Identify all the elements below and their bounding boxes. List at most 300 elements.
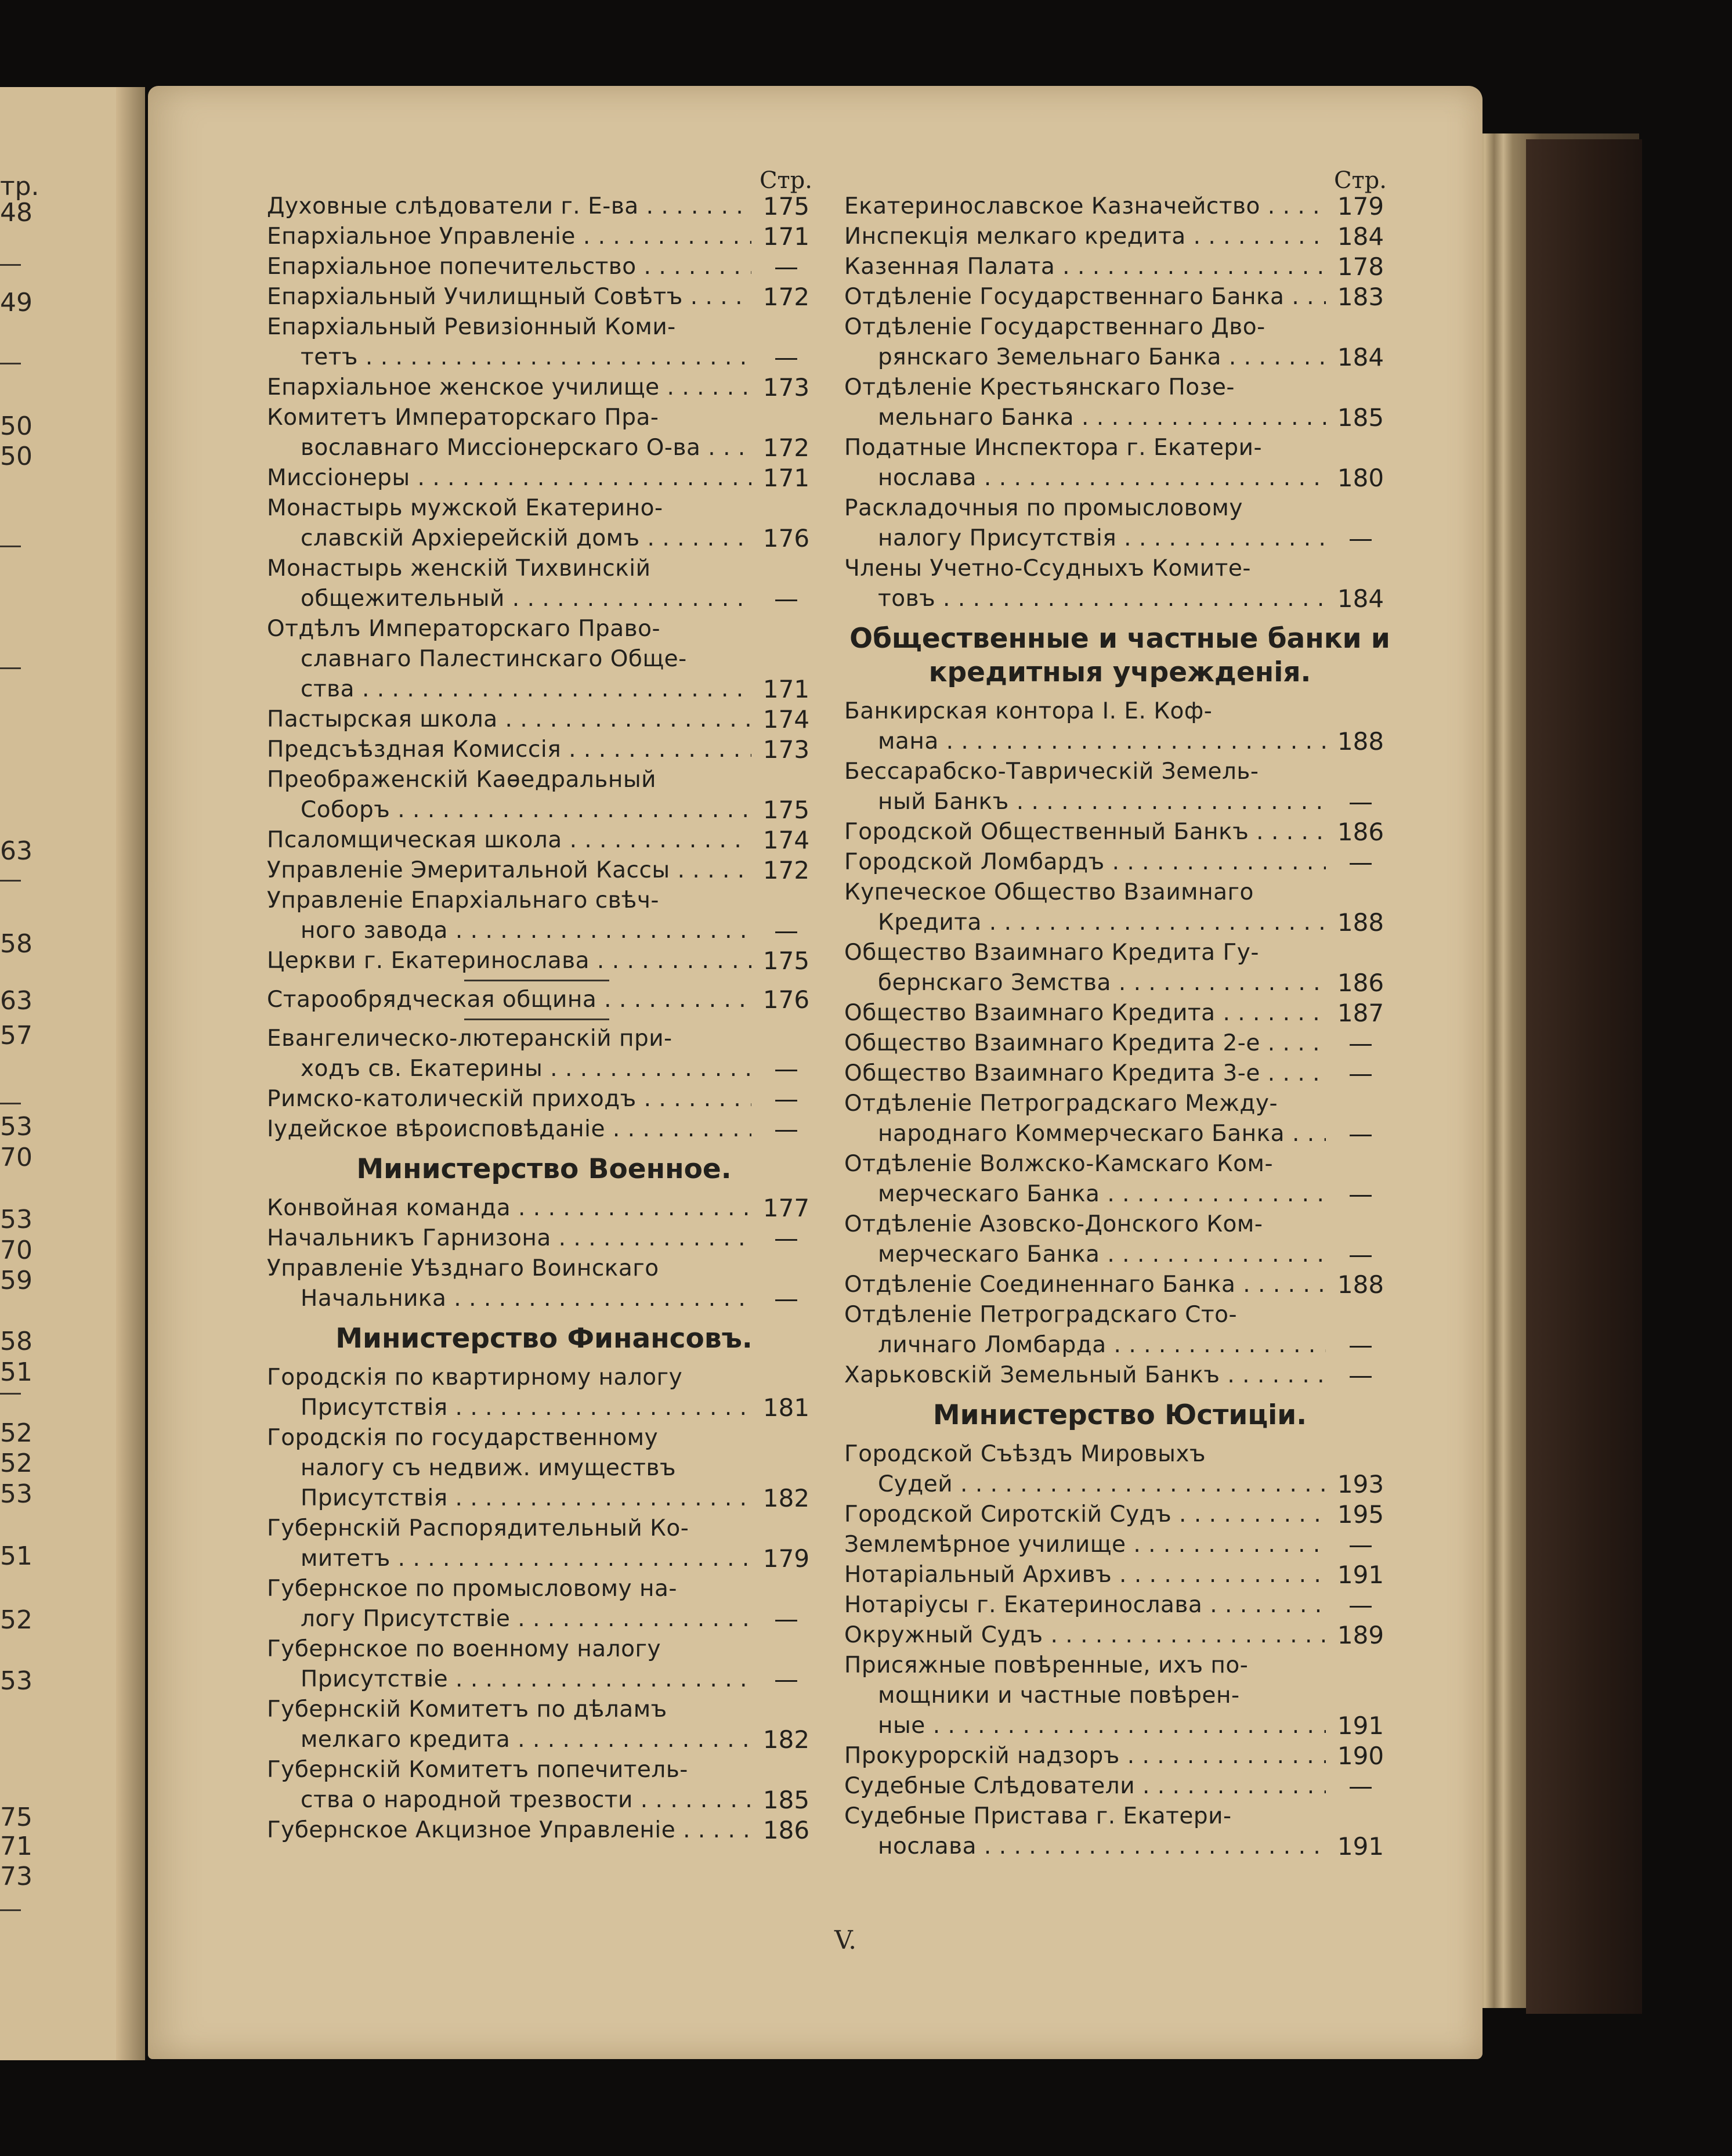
entry-line: нослава . . . xyxy=(844,463,1326,493)
entry-name xyxy=(267,1634,751,1695)
entry-line: Управленіе Уѣзднаго Воинскаго xyxy=(267,1255,659,1281)
left-page-number: 57 xyxy=(0,1021,32,1050)
column-header xyxy=(844,162,1395,192)
entry-line: Городской Сиротскій Судъ . . . xyxy=(844,1500,1326,1530)
entry-name xyxy=(844,1620,1326,1651)
index-entry xyxy=(267,886,821,946)
section-heading: Общественные и частные банки и кредитныя учрежденія. xyxy=(849,623,1390,688)
index-entry xyxy=(267,825,821,855)
left-page-number: 51 xyxy=(0,1541,32,1571)
entry-line: ства о народной трезвости . . . xyxy=(267,1785,751,1815)
entry-line: Общество Взаимнаго Кредита . . . xyxy=(844,998,1326,1028)
entry-name xyxy=(267,886,751,946)
entry-line: Миссіонеры . . . xyxy=(267,463,751,493)
left-page-number: 49 xyxy=(0,288,32,317)
entry-name xyxy=(844,1360,1326,1391)
left-page-dash xyxy=(0,1103,21,1104)
entry-page-number: — xyxy=(774,1605,798,1633)
entry-line: Губернскій Комитетъ попечитель- xyxy=(267,1757,688,1783)
index-entry xyxy=(844,696,1395,757)
entry-page-number: — xyxy=(1348,1029,1373,1057)
entry-line: Присутствія . . . xyxy=(267,1393,751,1423)
entry-line: Кредита . . . xyxy=(844,908,1326,938)
entry-line: ного завода . . . xyxy=(267,916,751,946)
entry-line: Отдѣленіе Волжско-Камскаго Ком- xyxy=(844,1151,1274,1177)
index-entry xyxy=(844,1801,1395,1862)
entry-line: Начальникъ Гарнизона . . . xyxy=(267,1223,751,1254)
index-entry xyxy=(844,373,1395,433)
entry-page-number: — xyxy=(1348,1119,1373,1148)
entry-line: Раскладочныя по промысловому xyxy=(844,495,1243,521)
left-page-gutter xyxy=(116,87,145,2060)
index-entry xyxy=(267,1084,821,1114)
index-entry xyxy=(844,757,1395,817)
entry-page-number: — xyxy=(1348,524,1373,552)
entry-name xyxy=(844,1089,1326,1149)
entry-page-number: 182 xyxy=(762,1484,810,1512)
entry-line: Нотаріусы г. Екатеринослава . . . xyxy=(844,1590,1326,1620)
entry-name xyxy=(844,1771,1326,1801)
entry-name xyxy=(267,735,751,765)
entry-name xyxy=(267,192,751,222)
entry-line: Землемѣрное училище . . . xyxy=(844,1530,1326,1560)
entry-line: Епархіальный Училищный Совѣтъ . . . xyxy=(267,282,751,312)
entry-page-number: 172 xyxy=(762,856,810,884)
entry-name xyxy=(844,252,1326,282)
entry-name xyxy=(844,554,1326,614)
entry-line: Епархіальное Управленіе . . . xyxy=(267,222,751,252)
entry-page-number: — xyxy=(1348,1331,1373,1359)
left-page-number: 58 xyxy=(0,929,32,959)
entry-name xyxy=(267,282,751,312)
entry-name xyxy=(844,696,1326,757)
entry-name xyxy=(844,1439,1326,1500)
left-page-number: 75 xyxy=(0,1803,32,1832)
entry-page-number: 186 xyxy=(1337,969,1384,997)
entry-line: Нотаріальный Архивъ . . . xyxy=(844,1560,1326,1590)
index-entry xyxy=(844,1360,1395,1391)
entry-line: Судебные Слѣдователи . . . xyxy=(844,1771,1326,1801)
entry-name xyxy=(267,1695,751,1755)
entry-name xyxy=(844,757,1326,817)
index-entry xyxy=(267,222,821,252)
entry-name xyxy=(267,985,751,1015)
entry-name xyxy=(267,946,751,976)
book-cover xyxy=(1526,139,1642,2014)
index-entry xyxy=(267,855,821,886)
entry-line: Отдѣленіе Соединеннаго Банка . . . xyxy=(844,1270,1326,1300)
entry-page-number: 172 xyxy=(762,283,810,311)
entry-line: Преображенскій Каѳедральный xyxy=(267,767,656,793)
index-entry xyxy=(267,614,821,705)
index-entry xyxy=(844,222,1395,252)
entry-name xyxy=(844,1560,1326,1590)
entry-page-number: 175 xyxy=(762,796,810,824)
index-entry xyxy=(267,1634,821,1695)
entry-line: Купеческое Общество Взаимнаго xyxy=(844,879,1254,905)
entry-name xyxy=(844,282,1326,312)
entry-page-number: 185 xyxy=(1337,403,1384,432)
entry-line: мельнаго Банка . . . xyxy=(844,403,1326,433)
left-page-number: 53 xyxy=(0,1666,32,1696)
index-entry xyxy=(844,282,1395,312)
entry-line: Податные Инспектора г. Екатери- xyxy=(844,435,1263,461)
entry-name xyxy=(267,222,751,252)
section-divider xyxy=(464,1019,609,1020)
entry-line: Управленіе Епархіальнаго свѣч- xyxy=(267,887,659,913)
left-page-dash xyxy=(0,1393,21,1395)
entry-line: Монастырь женскій Тихвинскій xyxy=(267,555,651,582)
entry-line: Екатеринославское Казначейство . . . xyxy=(844,192,1326,222)
index-entry xyxy=(844,433,1395,493)
entry-line: Городскія по квартирному налогу xyxy=(267,1364,683,1391)
index-entry xyxy=(267,705,821,735)
entry-line: Городскія по государственному xyxy=(267,1425,659,1451)
right-column-entries xyxy=(844,192,1395,1862)
index-entry xyxy=(267,1514,821,1574)
entry-name xyxy=(844,938,1326,998)
index-entry xyxy=(844,1089,1395,1149)
entry-page-number: 177 xyxy=(762,1194,810,1222)
entry-line: Духовные слѣдователи г. Е-ва . . . xyxy=(267,192,751,222)
entry-page-number: — xyxy=(1348,1059,1373,1088)
entry-page-number: 182 xyxy=(762,1725,810,1754)
entry-line: вославнаго Миссіонерскаго О-ва . . . xyxy=(267,433,751,463)
left-page-number: 59 xyxy=(0,1266,32,1295)
entry-name xyxy=(844,1651,1326,1741)
entry-name xyxy=(844,1028,1326,1059)
entry-line: Евангелическо-лютеранскій при- xyxy=(267,1025,672,1052)
left-page-number: 51 xyxy=(0,1357,32,1387)
entry-page-number: 191 xyxy=(1337,1711,1384,1740)
entry-line: ходъ св. Екатерины . . . xyxy=(267,1054,751,1084)
index-entry xyxy=(844,847,1395,877)
index-entry xyxy=(267,403,821,463)
entry-line: ства . . . xyxy=(267,674,751,705)
entry-line: тетъ . . . xyxy=(267,342,751,373)
entry-line: налогу съ недвиж. имуществъ xyxy=(301,1455,677,1481)
index-entry xyxy=(844,1771,1395,1801)
entry-page-number: 175 xyxy=(762,192,810,221)
left-page-number: тр. xyxy=(0,172,39,201)
left-page-number: 53 xyxy=(0,1112,32,1142)
entry-page-number: 173 xyxy=(762,373,810,402)
entry-line: ный Банкъ . . . xyxy=(844,787,1326,817)
left-page-number: 70 xyxy=(0,1236,32,1265)
entry-line: личнаго Ломбарда . . . xyxy=(844,1330,1326,1360)
entry-page-number: 188 xyxy=(1337,727,1384,756)
entry-line: Начальника . . . xyxy=(267,1284,751,1314)
index-entry xyxy=(844,554,1395,614)
index-entry xyxy=(267,765,821,825)
entry-page-number: — xyxy=(774,1054,798,1083)
index-entry xyxy=(267,1815,821,1846)
entry-line: Предсъѣздная Комиссія . . . xyxy=(267,735,751,765)
index-entry xyxy=(267,282,821,312)
page-folio: V. xyxy=(834,1926,857,1955)
entry-line: Епархіальное женское училище . . . xyxy=(267,373,751,403)
left-column-entries xyxy=(267,192,821,1846)
entry-page-number: — xyxy=(774,1284,798,1313)
entry-name xyxy=(844,373,1326,433)
entry-line: Общество Взаимнаго Кредита 3-е . . . xyxy=(844,1059,1326,1089)
index-entry xyxy=(844,1620,1395,1651)
left-page-number: 73 xyxy=(0,1862,32,1891)
entry-line: славскій Архіерейскій домъ . . . xyxy=(267,523,751,554)
entry-line: Псаломщическая школа . . . xyxy=(267,825,751,855)
entry-line: Отдѣлъ Императорскаго Право- xyxy=(267,616,661,642)
entry-name xyxy=(267,463,751,493)
entry-page-number: 173 xyxy=(762,735,810,764)
entry-page-number: 189 xyxy=(1337,1621,1384,1649)
entry-line: Члены Учетно-Ссудныхъ Комите- xyxy=(844,555,1251,582)
entry-name xyxy=(267,252,751,282)
index-entry xyxy=(267,463,821,493)
entry-line: мерческаго Банка . . . xyxy=(844,1240,1326,1270)
entry-page-number: 175 xyxy=(762,947,810,975)
entry-name xyxy=(267,1514,751,1574)
entry-name xyxy=(267,1254,751,1314)
entry-line: нослава . . . xyxy=(844,1832,1326,1862)
entry-page-number: — xyxy=(774,1665,798,1693)
entry-name xyxy=(267,1024,751,1084)
entry-page-number: 191 xyxy=(1337,1832,1384,1861)
index-entry xyxy=(267,1363,821,1423)
entry-page-number: 186 xyxy=(1337,818,1384,846)
left-page-number: 53 xyxy=(0,1205,32,1234)
entry-line: митетъ . . . xyxy=(267,1544,751,1574)
entry-line: Прокурорскій надзоръ . . . xyxy=(844,1741,1326,1771)
entry-line: Римско-католическій приходъ . . . xyxy=(267,1084,751,1114)
index-entry xyxy=(844,312,1395,373)
entry-line: Отдѣленіе Петроградскаго Сто- xyxy=(844,1302,1238,1328)
entry-page-number: 181 xyxy=(762,1393,810,1422)
entry-name xyxy=(267,614,751,705)
entry-page-number: 195 xyxy=(1337,1500,1384,1529)
entry-line: Конвойная команда . . . xyxy=(267,1193,751,1223)
entry-name xyxy=(267,1755,751,1815)
entry-name xyxy=(844,222,1326,252)
entry-line: мана . . . xyxy=(844,727,1326,757)
entry-page-number: 171 xyxy=(762,222,810,251)
index-entry xyxy=(844,252,1395,282)
entry-page-number: — xyxy=(1348,1240,1373,1269)
entry-page-number: 172 xyxy=(762,434,810,462)
entry-line: Бессарабско-Таврическій Земель- xyxy=(844,759,1259,785)
left-page-dash xyxy=(0,264,21,266)
entry-page-number: — xyxy=(774,916,798,945)
entry-line: ные . . . xyxy=(844,1711,1326,1741)
entry-page-number: — xyxy=(1348,1530,1373,1559)
entry-line: Судебные Пристава г. Екатери- xyxy=(844,1803,1232,1829)
left-page-dash xyxy=(0,667,21,669)
entry-page-number: 188 xyxy=(1337,908,1384,937)
index-entry xyxy=(267,312,821,373)
entry-name xyxy=(844,1149,1326,1209)
index-entry xyxy=(844,1651,1395,1741)
left-page-number: 48 xyxy=(0,198,32,227)
entry-line: мерческаго Банка . . . xyxy=(844,1179,1326,1209)
entry-name xyxy=(267,493,751,554)
entry-line: Церкви г. Екатеринослава . . . xyxy=(267,946,751,976)
page-column-label: Стр. xyxy=(1333,167,1387,194)
entry-page-number: 174 xyxy=(762,705,810,734)
index-entry xyxy=(267,192,821,222)
right-column xyxy=(844,162,1395,1862)
entry-name xyxy=(267,1223,751,1254)
section-heading: Министерство Финансовъ. xyxy=(335,1323,753,1355)
index-entry xyxy=(267,1574,821,1634)
index-entry xyxy=(267,1193,821,1223)
entry-line: Комитетъ Императорскаго Пра- xyxy=(267,405,659,431)
index-entry xyxy=(267,985,821,1015)
entry-name xyxy=(844,1530,1326,1560)
entry-name xyxy=(844,1801,1326,1862)
entry-name xyxy=(844,1209,1326,1270)
page-column-label: Стр. xyxy=(759,167,812,194)
entry-line: Окружный Судъ . . . xyxy=(844,1620,1326,1651)
entry-line: Пастырская школа . . . xyxy=(267,705,751,735)
entry-line: Отдѣленіе Государственнаго Банка . . . xyxy=(844,282,1326,312)
entry-page-number: 184 xyxy=(1337,222,1384,251)
entry-line: рянскаго Земельнаго Банка . . . xyxy=(844,342,1326,373)
entry-name xyxy=(267,825,751,855)
entry-name xyxy=(844,1500,1326,1530)
entry-name xyxy=(844,192,1326,222)
entry-page-number: — xyxy=(774,343,798,371)
index-entry xyxy=(844,1560,1395,1590)
entry-page-number: 193 xyxy=(1337,1470,1384,1498)
entry-page-number: 176 xyxy=(762,985,810,1014)
entry-line: Епархіальный Ревизіонный Коми- xyxy=(267,314,676,340)
entry-line: Соборъ . . . xyxy=(267,795,751,825)
entry-name xyxy=(844,493,1326,554)
left-page-number: 63 xyxy=(0,986,32,1016)
column-header xyxy=(267,162,821,192)
index-entry xyxy=(844,1270,1395,1300)
index-entry xyxy=(844,1530,1395,1560)
index-entry xyxy=(844,1439,1395,1500)
left-page-number: 71 xyxy=(0,1832,32,1861)
entry-line: Присутствія . . . xyxy=(267,1483,751,1514)
entry-name xyxy=(267,855,751,886)
index-entry xyxy=(267,946,821,976)
entry-line: Инспекція мелкаго кредита . . . xyxy=(844,222,1326,252)
entry-page-number: — xyxy=(774,584,798,613)
index-entry xyxy=(267,1423,821,1514)
entry-name xyxy=(844,817,1326,847)
entry-page-number: — xyxy=(774,1115,798,1143)
entry-name xyxy=(844,433,1326,493)
entry-page-number: 174 xyxy=(762,826,810,854)
entry-line: бернскаго Земства . . . xyxy=(844,968,1326,998)
entry-name xyxy=(267,1423,751,1514)
index-entry xyxy=(844,877,1395,938)
entry-page-number: 176 xyxy=(762,524,810,552)
entry-line: Отдѣленіе Петроградскаго Между- xyxy=(844,1090,1278,1117)
index-entry xyxy=(844,493,1395,554)
entry-name xyxy=(844,877,1326,938)
entry-page-number: 191 xyxy=(1337,1561,1384,1589)
entry-page-number: 190 xyxy=(1337,1742,1384,1770)
index-entry xyxy=(844,1741,1395,1771)
entry-name xyxy=(267,765,751,825)
entry-page-number: — xyxy=(774,1224,798,1252)
entry-page-number: 186 xyxy=(762,1816,810,1844)
index-entry xyxy=(267,1254,821,1314)
entry-name xyxy=(844,1590,1326,1620)
entry-line: Губернскій Комитетъ по дѣламъ xyxy=(267,1696,667,1722)
entry-name xyxy=(267,1193,751,1223)
entry-name xyxy=(844,1059,1326,1089)
index-entry xyxy=(844,938,1395,998)
left-page-dash xyxy=(0,880,21,882)
entry-line: мелкаго кредита . . . xyxy=(267,1725,751,1755)
index-entry xyxy=(844,1500,1395,1530)
entry-page-number: — xyxy=(1348,1180,1373,1208)
index-entry xyxy=(844,1209,1395,1270)
index-entry xyxy=(844,998,1395,1028)
entry-name xyxy=(844,998,1326,1028)
index-entry xyxy=(267,373,821,403)
entry-line: народнаго Коммерческаго Банка . . . xyxy=(844,1119,1326,1149)
entry-line: Управленіе Эмеритальной Кассы . . . xyxy=(267,855,751,886)
index-entry xyxy=(267,1223,821,1254)
entry-line: Губернское Акцизное Управленіе . . . xyxy=(267,1815,751,1846)
entry-name xyxy=(844,312,1326,373)
entry-page-number: 171 xyxy=(762,464,810,492)
entry-name xyxy=(267,1084,751,1114)
left-page-number: 53 xyxy=(0,1479,32,1509)
entry-name xyxy=(267,1114,751,1144)
entry-page-number: — xyxy=(1348,1361,1373,1389)
left-page-dash xyxy=(0,546,21,547)
left-page-number: 63 xyxy=(0,836,32,866)
entry-page-number: 184 xyxy=(1337,584,1384,613)
left-page-number: 58 xyxy=(0,1327,32,1356)
left-column xyxy=(267,162,821,1846)
entry-page-number: — xyxy=(1348,1772,1373,1800)
index-entry xyxy=(267,1024,821,1084)
entry-name xyxy=(267,554,751,614)
entry-page-number: 179 xyxy=(762,1544,810,1573)
entry-line: Городской Съѣздъ Мировыхъ xyxy=(844,1441,1206,1467)
entry-line: Іудейское вѣроисповѣданіе . . . xyxy=(267,1114,751,1144)
entry-line: мощники и частные повѣрен- xyxy=(878,1682,1240,1709)
index-entry xyxy=(267,735,821,765)
entry-line: Епархіальное попечительство . . . xyxy=(267,252,751,282)
index-entry xyxy=(267,1755,821,1815)
entry-line: Отдѣленіе Государственнаго Дво- xyxy=(844,314,1265,340)
entry-page-number: 183 xyxy=(1337,283,1384,311)
entry-page-number: 178 xyxy=(1337,252,1384,281)
entry-name xyxy=(267,1574,751,1634)
entry-page-number: — xyxy=(1348,788,1373,816)
entry-line: Присутствіе . . . xyxy=(267,1664,751,1695)
entry-line: Присяжные повѣренные, ихъ по- xyxy=(844,1652,1249,1678)
entry-line: Общество Взаимнаго Кредита 2-е . . . xyxy=(844,1028,1326,1059)
entry-line: общежительный . . . xyxy=(267,584,751,614)
entry-page-number: 171 xyxy=(762,675,810,703)
entry-line: Казенная Палата . . . xyxy=(844,252,1326,282)
index-entry xyxy=(267,493,821,554)
entry-line: Городской Общественный Банкъ . . . xyxy=(844,817,1326,847)
entry-line: Судей . . . xyxy=(844,1469,1326,1500)
index-entry xyxy=(267,1695,821,1755)
entry-name xyxy=(844,1300,1326,1360)
section-divider xyxy=(464,980,609,981)
entry-name xyxy=(267,403,751,463)
